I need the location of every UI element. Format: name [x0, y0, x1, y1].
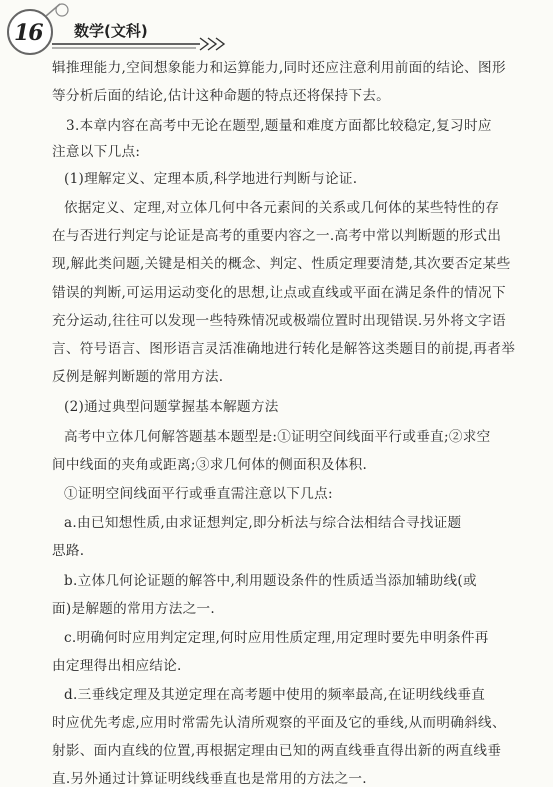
- text-line: 3.本章内容在高考中无论在题型,题量和难度方面都比较稳定,复习时应: [66, 118, 492, 134]
- text-line: 直.另外通过计算证明线线垂直也是常用的方法之一.: [52, 771, 367, 787]
- text-line: 射影、面内直线的位置,再根据定理由已知的两直线垂直得出新的两直线垂: [52, 743, 502, 759]
- subject-title: 数学(文科): [74, 22, 148, 40]
- text-line: c.明确何时应用判定定理,何时应用性质定理,用定理时要先申明条件再: [64, 630, 489, 646]
- text-line: d.三垂线定理及其逆定理在高考题中使用的频率最高,在证明线线垂直: [64, 687, 486, 703]
- page-header: [0, 0, 553, 60]
- text-line: 反例是解判断题的常用方法.: [52, 369, 224, 385]
- text-line: 言、符号语言、图形语言灵活准确地进行转化是解答这类题目的前提,再者举: [52, 341, 516, 357]
- text-line: 思路.: [52, 543, 85, 559]
- section-heading: (2)通过典型问题掌握基本解题方法: [64, 399, 279, 415]
- text-line: 辑推理能力,空间想象能力和运算能力,同时还应注意利用前面的结论、图形: [52, 60, 506, 76]
- text-line: 由定理得出相应结论.: [52, 658, 182, 674]
- text-line: 充分运动,往往可以发现一些特殊情况或极端位置时出现错误.另外将文字语: [52, 313, 506, 329]
- text-line: 现,解此类问题,关键是相关的概念、判定、性质定理要清楚,其次要否定某些: [52, 256, 511, 272]
- text-line: 面)是解题的常用方法之一.: [52, 601, 216, 617]
- text-line: 错误的判断,可运用运动变化的思想,让点或直线或平面在满足条件的情况下: [52, 285, 506, 301]
- text-line: 等分析后面的结论,估计这种命题的特点还将保持下去。: [52, 88, 391, 104]
- text-line: b.立体几何论证题的解答中,利用题设条件的性质适当添加辅助线(或: [64, 573, 477, 589]
- text-line: 在与否进行判定与论证是高考的重要内容之一.高考中常以判断题的形式出: [52, 228, 502, 244]
- text-line: 间中线面的夹角或距离;③求几何体的侧面积及体积.: [52, 457, 368, 473]
- text-line: 时应优先考虑,应用时常需先认清所观察的平面及它的垂线,从而明确斜线、: [52, 715, 506, 731]
- text-line: 注意以下几点:: [52, 144, 141, 160]
- text-line: ①证明空间线面平行或垂直需注意以下几点:: [64, 486, 333, 502]
- text-line: 高考中立体几何解答题基本题型是:①证明空间线面平行或垂直;②求空: [64, 429, 491, 445]
- page-number: 16: [14, 20, 43, 46]
- section-heading: (1)理解定义、定理本质,科学地进行判断与论证.: [64, 171, 358, 187]
- text-line: 依据定义、定理,对立体几何中各元素间的关系或几何体的某些特性的存: [64, 200, 500, 216]
- text-line: a.由已知想性质,由求证想判定,即分析法与综合法相结合寻找证题: [64, 515, 462, 531]
